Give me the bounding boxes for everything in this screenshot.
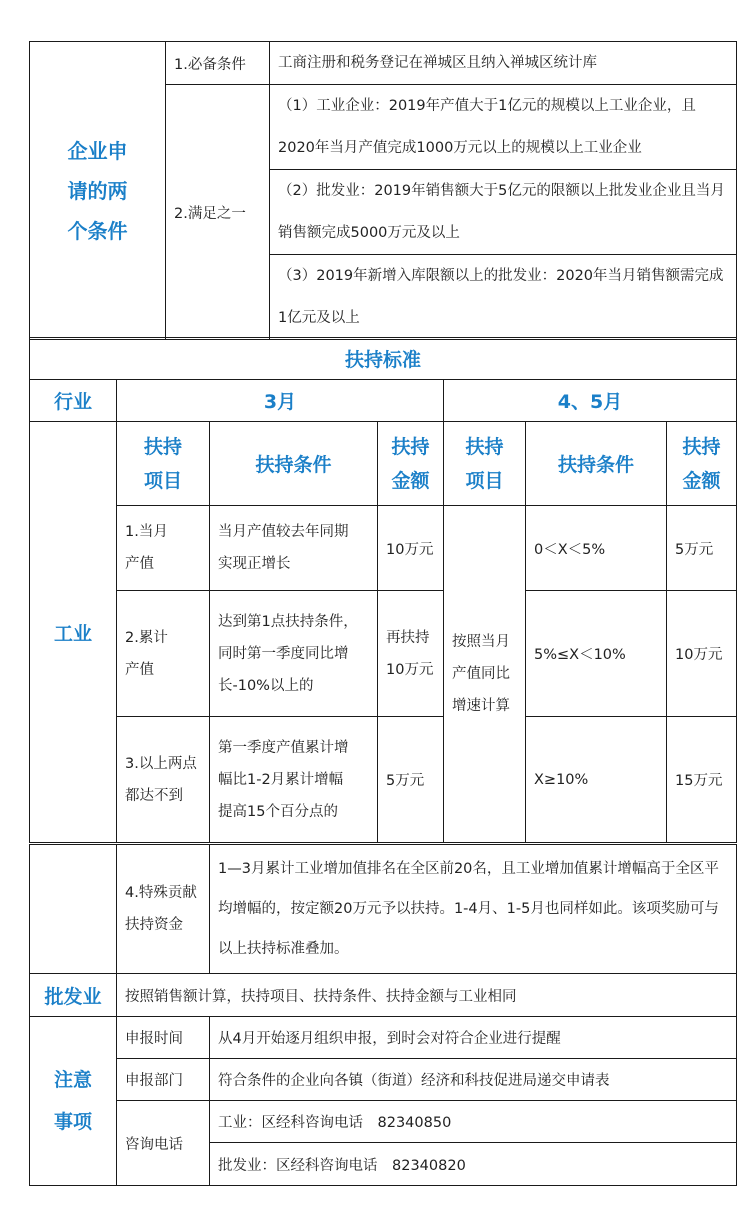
apr-row-2-condition: 5%≤X＜10% — [526, 591, 667, 717]
special-blank-cell — [30, 845, 117, 974]
apply-dept-label: 申报部门 — [117, 1059, 210, 1101]
special-fund-text: 1—3月累计工业增加值排名在全区前20名，且工业增加值累计增幅高于全区平均增幅的，按定额20万元予以扶持。1-4月、1-5月也同样如此。该项奖励可与以上扶持标准叠加。 — [210, 845, 737, 974]
standards-title: 扶持标准 — [30, 338, 737, 380]
march-row-1-condition: 当月产值较去年同期 实现正增长 — [210, 506, 378, 591]
apr-project-text: 按照当月 产值同比 增速计算 — [444, 506, 526, 843]
required-condition-text: 工商注册和税务登记在禅城区且纳入禅城区统计库 — [270, 42, 737, 85]
phone-label: 咨询电话 — [117, 1101, 210, 1186]
apr-row-1-amount: 5万元 — [667, 506, 737, 591]
march-row-3-amount: 5万元 — [378, 717, 444, 843]
either-condition-label: 2.满足之一 — [166, 85, 270, 340]
march-row-1-amount: 10万元 — [378, 506, 444, 591]
apr-project-header: 扶持 项目 — [444, 422, 526, 506]
march-row-3-condition: 第一季度产值累计增 幅比1-2月累计增幅 提高15个百分点的 — [210, 717, 378, 843]
notes-table — [29, 844, 737, 1186]
apr-row-2-amount: 10万元 — [667, 591, 737, 717]
march-row-2-project: 2.累计 产值 — [117, 591, 210, 717]
notes-heading: 注意 事项 — [30, 1017, 117, 1186]
march-amount-header: 扶持 金额 — [378, 422, 444, 506]
phone-industry: 工业：区经科咨询电话 82340850 — [210, 1101, 737, 1143]
apr-may-column-header: 4、5月 — [444, 380, 737, 422]
apr-amount-header: 扶持 金额 — [667, 422, 737, 506]
wholesale-label: 批发业 — [30, 974, 117, 1017]
industry-column-header: 行业 — [30, 380, 117, 422]
special-fund-label: 4.特殊贡献 扶持资金 — [117, 845, 210, 974]
march-condition-header: 扶持条件 — [210, 422, 378, 506]
march-project-header: 扶持 项目 — [117, 422, 210, 506]
apply-time-text: 从4月开始逐月组织申报，到时会对符合企业进行提醒 — [210, 1017, 737, 1059]
apr-row-1-condition: 0＜X＜5% — [526, 506, 667, 591]
march-row-3-project: 3.以上两点 都达不到 — [117, 717, 210, 843]
industrial-label: 工业 — [30, 422, 117, 843]
standards-table — [29, 337, 737, 843]
option-industrial: （1）工业企业：2019年产值大于1亿元的规模以上工业企业，且2020年当月产值完成1000万元以上的规模以上工业企业 — [270, 85, 737, 170]
march-row-1-project: 1.当月 产值 — [117, 506, 210, 591]
conditions-heading: 企业申 请的两 个条件 — [30, 42, 166, 340]
conditions-table — [29, 41, 737, 340]
apply-dept-text: 符合条件的企业向各镇（街道）经济和科技促进局递交申请表 — [210, 1059, 737, 1101]
apply-time-label: 申报时间 — [117, 1017, 210, 1059]
march-row-2-amount: 再扶持 10万元 — [378, 591, 444, 717]
apr-row-3-condition: X≥10% — [526, 717, 667, 843]
apr-condition-header: 扶持条件 — [526, 422, 667, 506]
apr-row-3-amount: 15万元 — [667, 717, 737, 843]
march-column-header: 3月 — [117, 380, 444, 422]
required-condition-label: 1.必备条件 — [166, 42, 270, 85]
phone-wholesale: 批发业：区经科咨询电话 82340820 — [210, 1143, 737, 1186]
march-row-2-condition: 达到第1点扶持条件， 同时第一季度同比增 长-10%以上的 — [210, 591, 378, 717]
wholesale-text: 按照销售额计算，扶持项目、扶持条件、扶持金额与工业相同 — [117, 974, 737, 1017]
option-new-wholesale: （3）2019年新增入库限额以上的批发业：2020年当月销售额需完成1亿元及以上 — [270, 255, 737, 340]
option-wholesale: （2）批发业：2019年销售额大于5亿元的限额以上批发业企业且当月销售额完成5000万元及以上 — [270, 170, 737, 255]
